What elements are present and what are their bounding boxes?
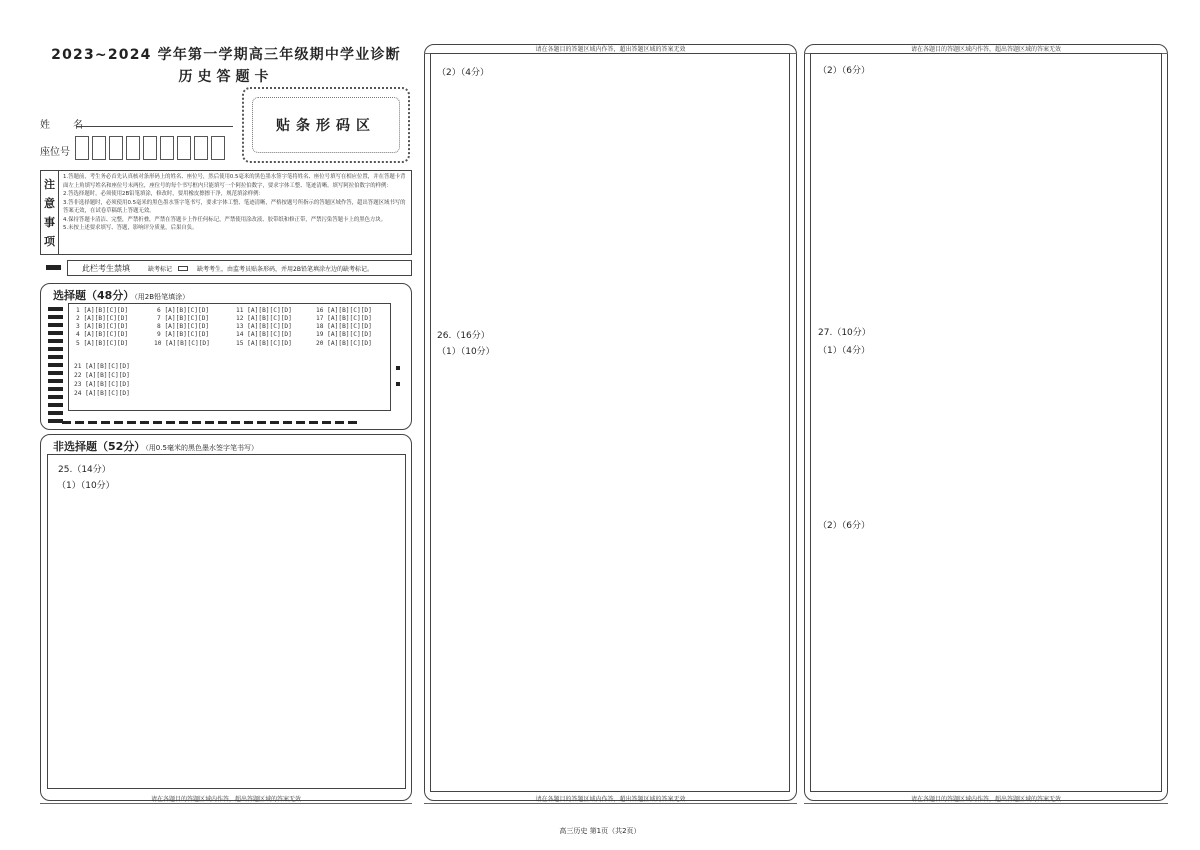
seat-number-box[interactable]: [160, 136, 174, 160]
notice-box: [40, 170, 412, 255]
timing-dash: [283, 421, 292, 424]
absent-marker: [46, 265, 61, 270]
absent-title: 此栏考生禁填: [82, 263, 130, 273]
question-label: 27.（10分）: [818, 328, 871, 338]
choice-item[interactable]: 24 [A][B][C][D]: [74, 390, 130, 397]
timing-marker: [48, 387, 63, 391]
seat-number-box[interactable]: [92, 136, 106, 160]
choice-item[interactable]: 9 [A][B][C][D]: [157, 331, 210, 338]
notice-heading-char: 事: [44, 215, 55, 229]
seat-number-box[interactable]: [177, 136, 191, 160]
timing-marker: [48, 331, 63, 335]
seat-number-box[interactable]: [211, 136, 225, 160]
timing-marker: [48, 307, 63, 311]
notice-body: [63, 173, 408, 233]
question-label: （2）（6分）: [818, 66, 870, 76]
choice-item[interactable]: 18 [A][B][C][D]: [316, 323, 372, 330]
timing-dash: [244, 421, 253, 424]
choice-item[interactable]: 22 [A][B][C][D]: [74, 372, 130, 379]
notice-item: 3.答非选择题时，必须使用0.5毫米的黑色墨水签字笔书写，要求字体工整、笔迹清晰，严格按题号所指示的答题区域作答，超出答题区域书写的答案无效，在试卷草稿纸上答题无效。: [63, 199, 406, 214]
notice-item: 1.答题前，考生务必首先认真核对条形码上的姓名、座位号，然后使用0.5毫米的黑色墨水签字笔将姓名、座位号填写在相应位置，并在答题卡背面左上角填写姓名和座位号末两位，座位号的每个书写框内只能填写一个阿拉伯数字，要求字体工整、笔迹清晰。填写阿拉伯数字的样例：: [63, 174, 406, 189]
choice-item[interactable]: 1 [A][B][C][D]: [76, 307, 129, 314]
choice-item[interactable]: 12 [A][B][C][D]: [236, 315, 292, 322]
choice-item[interactable]: 3 [A][B][C][D]: [76, 323, 129, 330]
timing-marker: [48, 323, 63, 327]
question-label: （1）（10分）: [57, 481, 115, 491]
timing-dash: [101, 421, 110, 424]
choice-item[interactable]: 4 [A][B][C][D]: [76, 331, 129, 338]
timing-dash: [62, 421, 71, 424]
timing-marker: [48, 395, 63, 399]
notice-item: 2.答选择题时，必须使用2B铅笔填涂，修改时，要用橡皮擦擦干净，规范填涂样例：: [63, 191, 264, 197]
notice-heading-char: 意: [44, 197, 55, 211]
choice-item[interactable]: 19 [A][B][C][D]: [316, 331, 372, 338]
timing-dash: [166, 421, 175, 424]
timing-marker: [48, 379, 63, 383]
timing-dash: [335, 421, 344, 424]
timing-dash: [153, 421, 162, 424]
timing-marker: [48, 411, 63, 415]
absent-note: 缺考考生，由监考员贴条形码，并用2B铅笔填涂左边的缺考标记。: [197, 265, 373, 273]
timing-dash: [205, 421, 214, 424]
nonchoice-title-text: 非选择题（52分）: [53, 440, 146, 453]
timing-dash: [257, 421, 266, 424]
seat-number-box[interactable]: [109, 136, 123, 160]
notice-item: 5.未按上述要求填写、答题，影响评分质量，后果自负。: [63, 225, 198, 231]
choice-item[interactable]: 17 [A][B][C][D]: [316, 315, 372, 322]
question-label: （1）（4分）: [818, 346, 870, 356]
timing-dash: [114, 421, 123, 424]
timing-marker: [48, 355, 63, 359]
choice-item[interactable]: 7 [A][B][C][D]: [157, 315, 210, 322]
choice-note: （用2B铅笔填涂）: [134, 293, 190, 301]
seat-number-box[interactable]: [194, 136, 208, 160]
notice-heading-char: 项: [44, 234, 55, 248]
name-field[interactable]: [76, 126, 233, 127]
timing-marker: [48, 347, 63, 351]
absent-mark-checkbox[interactable]: [178, 266, 188, 271]
page-title: 2023~2024 学年第一学期高三年级期中学业诊断: [51, 47, 401, 63]
choice-item[interactable]: 8 [A][B][C][D]: [157, 323, 210, 330]
choice-item[interactable]: 15 [A][B][C][D]: [236, 340, 292, 347]
boundary-notice: 请在各题目的答题区域内作答，超出答题区域的答案无效: [804, 44, 1168, 54]
timing-dash: [179, 421, 188, 424]
barcode-area: [242, 87, 410, 163]
boundary-notice: 请在各题目的答题区域内作答，超出答题区域的答案无效: [424, 44, 797, 54]
timing-dash: [270, 421, 279, 424]
timing-dash: [231, 421, 240, 424]
seat-number-box[interactable]: [126, 136, 140, 160]
timing-dash: [127, 421, 136, 424]
choice-item[interactable]: 2 [A][B][C][D]: [76, 315, 129, 322]
timing-dash: [88, 421, 97, 424]
timing-dash: [296, 421, 305, 424]
choice-item[interactable]: 13 [A][B][C][D]: [236, 323, 292, 330]
notice-item: 4.保持答题卡清洁、完整，严禁折叠，严禁在答题卡上作任何标记，严禁使用涂改液、胶带纸和修正带，严禁污染答题卡上的黑色方块。: [63, 216, 387, 223]
notice-heading-char: 注: [44, 178, 55, 192]
timing-marker: [48, 339, 63, 343]
timing-marker: [48, 371, 63, 375]
boundary-notice: 请在各题目的答题区域内作答，超出答题区域的答案无效: [804, 794, 1168, 804]
choice-title-text: 选择题（48分）: [53, 289, 135, 302]
choice-section-title: [53, 287, 189, 303]
choice-item[interactable]: 14 [A][B][C][D]: [236, 331, 292, 338]
nonchoice-note: （用0.5毫米的黑色墨水签字笔书写）: [145, 444, 258, 452]
choice-item[interactable]: 21 [A][B][C][D]: [74, 363, 130, 370]
absent-mark-label: 缺考标记: [148, 265, 173, 273]
timing-dash: [75, 421, 84, 424]
choice-item[interactable]: 5 [A][B][C][D]: [76, 340, 129, 347]
seat-number-label: 座位号: [40, 147, 70, 158]
timing-dash: [140, 421, 149, 424]
choice-item[interactable]: 10 [A][B][C][D]: [154, 340, 210, 347]
page-footer: 高三历史 第1页（共2页）: [559, 827, 641, 835]
timing-marker: [48, 315, 63, 319]
name-label: 姓 名: [40, 120, 94, 131]
choice-item[interactable]: 20 [A][B][C][D]: [316, 340, 372, 347]
page-subtitle: 历史答题卡: [178, 69, 274, 85]
boundary-notice: 请在各题目的答题区域内作答，超出答题区域的答案无效: [40, 794, 412, 804]
answer-area-middle[interactable]: [430, 53, 790, 792]
seat-number-box[interactable]: [75, 136, 89, 160]
question-label: 25.（14分）: [58, 465, 111, 475]
timing-marker: [48, 419, 63, 423]
answer-area-right[interactable]: [810, 53, 1162, 792]
timing-marker: [396, 382, 400, 386]
timing-dash: [309, 421, 318, 424]
seat-number-box[interactable]: [143, 136, 157, 160]
choice-item[interactable]: 6 [A][B][C][D]: [157, 307, 210, 314]
nonchoice-section-title: [53, 438, 258, 454]
choice-item[interactable]: 11 [A][B][C][D]: [236, 307, 292, 314]
absent-row: [67, 260, 412, 276]
notice-heading: [41, 171, 59, 254]
boundary-notice: 请在各题目的答题区域内作答，超出答题区域的答案无效: [424, 794, 797, 804]
timing-dash: [192, 421, 201, 424]
question-label: 26.（16分）: [437, 331, 490, 341]
timing-dash: [218, 421, 227, 424]
barcode-label: 贴条形码区: [252, 97, 400, 153]
timing-dash: [322, 421, 331, 424]
timing-marker: [48, 403, 63, 407]
question-label: （2）（4分）: [437, 68, 489, 78]
choice-item[interactable]: 16 [A][B][C][D]: [316, 307, 372, 314]
timing-dash: [348, 421, 357, 424]
timing-marker: [396, 366, 400, 370]
choice-item[interactable]: 23 [A][B][C][D]: [74, 381, 130, 388]
timing-marker: [48, 363, 63, 367]
question-label: （2）（6分）: [818, 521, 870, 531]
answer-area-q25[interactable]: [47, 454, 406, 789]
question-label: （1）（10分）: [437, 347, 495, 357]
